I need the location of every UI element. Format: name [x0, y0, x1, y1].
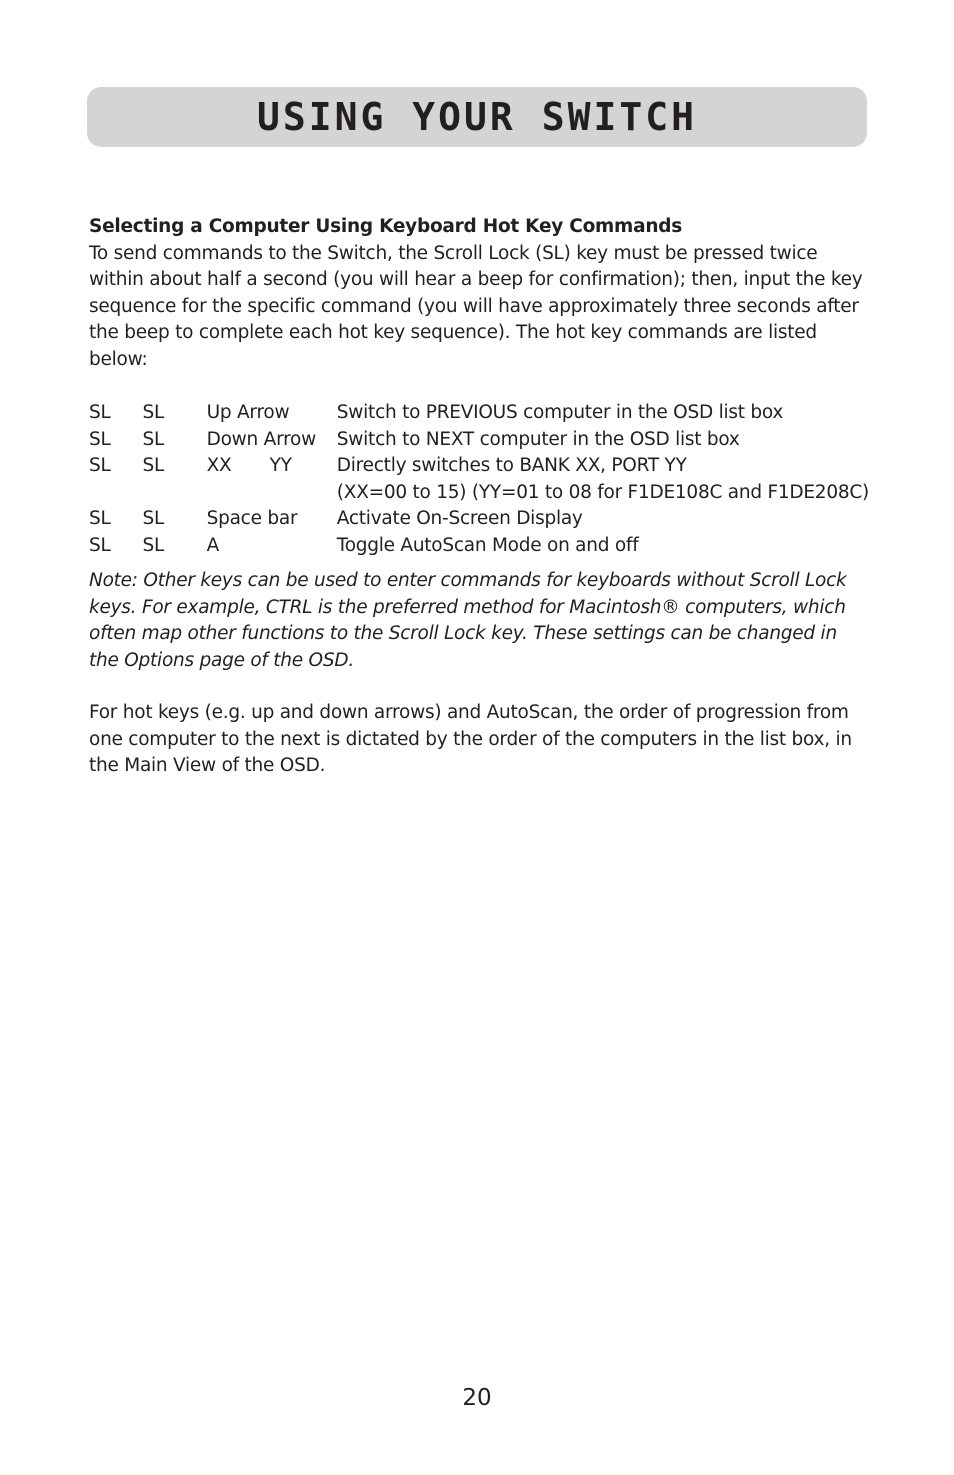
header-bar — [87, 87, 867, 147]
table-row — [89, 400, 869, 427]
description-line: (XX=00 to 15) (YY=01 to 08 for F1DE108C and F1DE208C) — [336, 481, 869, 503]
key-cell: SL — [89, 508, 111, 529]
key-cell: SL — [142, 534, 165, 556]
description-cell: Switch to PREVIOUS computer in the OSD list box — [336, 402, 784, 423]
note-paragraph: Note: Other keys can be used to enter commands for keyboards without Scroll Lock keys. For example, CTRL is the preferred method for Macintosh® computers, which often map other functions to the Scroll Lock key. These settings can be changed in the Options page of the OSD. — [89, 570, 847, 671]
key-cell — [207, 453, 337, 506]
table-row — [89, 453, 869, 506]
section-heading: Selecting a Computer Using Keyboard Hot Key Commands — [89, 216, 682, 237]
description-line: Directly switches to BANK XX, PORT YY — [336, 455, 687, 476]
body-paragraph: For hot keys (e.g. up and down arrows) and AutoScan, the order of progression from one computer to the next is dictated by the order of the computers in the list box, in the Main View of the OSD. — [89, 702, 852, 776]
key-cell: SL — [142, 455, 165, 476]
page-number: 20 — [462, 1385, 492, 1411]
key-xx: XX — [206, 455, 232, 476]
key-cell: SL — [89, 402, 111, 423]
content — [89, 214, 869, 780]
description-cell: Switch to NEXT computer in the OSD list box — [336, 428, 740, 450]
key-cell: SL — [89, 428, 111, 450]
key-cell: SL — [89, 534, 111, 556]
key-cell: SL — [142, 428, 165, 450]
key-cell: A — [206, 534, 220, 556]
key-cell: SL — [142, 508, 165, 529]
key-cell: Up Arrow — [206, 402, 290, 423]
hotkey-table — [89, 400, 869, 559]
key-cell: Space bar — [206, 508, 298, 529]
intro-paragraph: To send commands to the Switch, the Scroll Lock (SL) key must be pressed twice within about half a second (you will hear a beep for confirmation); then, input the key sequence for the specific command (you will have approximately three seconds after the beep to complete each hot key sequence). The hot key commands are listed below: — [89, 242, 863, 370]
key-yy: YY — [269, 455, 292, 476]
table-row — [89, 427, 869, 454]
table-row — [89, 533, 869, 560]
key-cell: SL — [142, 402, 165, 423]
description-cell — [337, 453, 869, 506]
key-cell: SL — [89, 455, 111, 476]
description-cell: Activate On-Screen Display — [336, 508, 583, 529]
table-row — [89, 506, 869, 533]
page-title: USING YOUR SWITCH — [257, 95, 697, 139]
key-cell: Down Arrow — [206, 428, 316, 450]
description-cell: Toggle AutoScan Mode on and off — [336, 534, 639, 556]
